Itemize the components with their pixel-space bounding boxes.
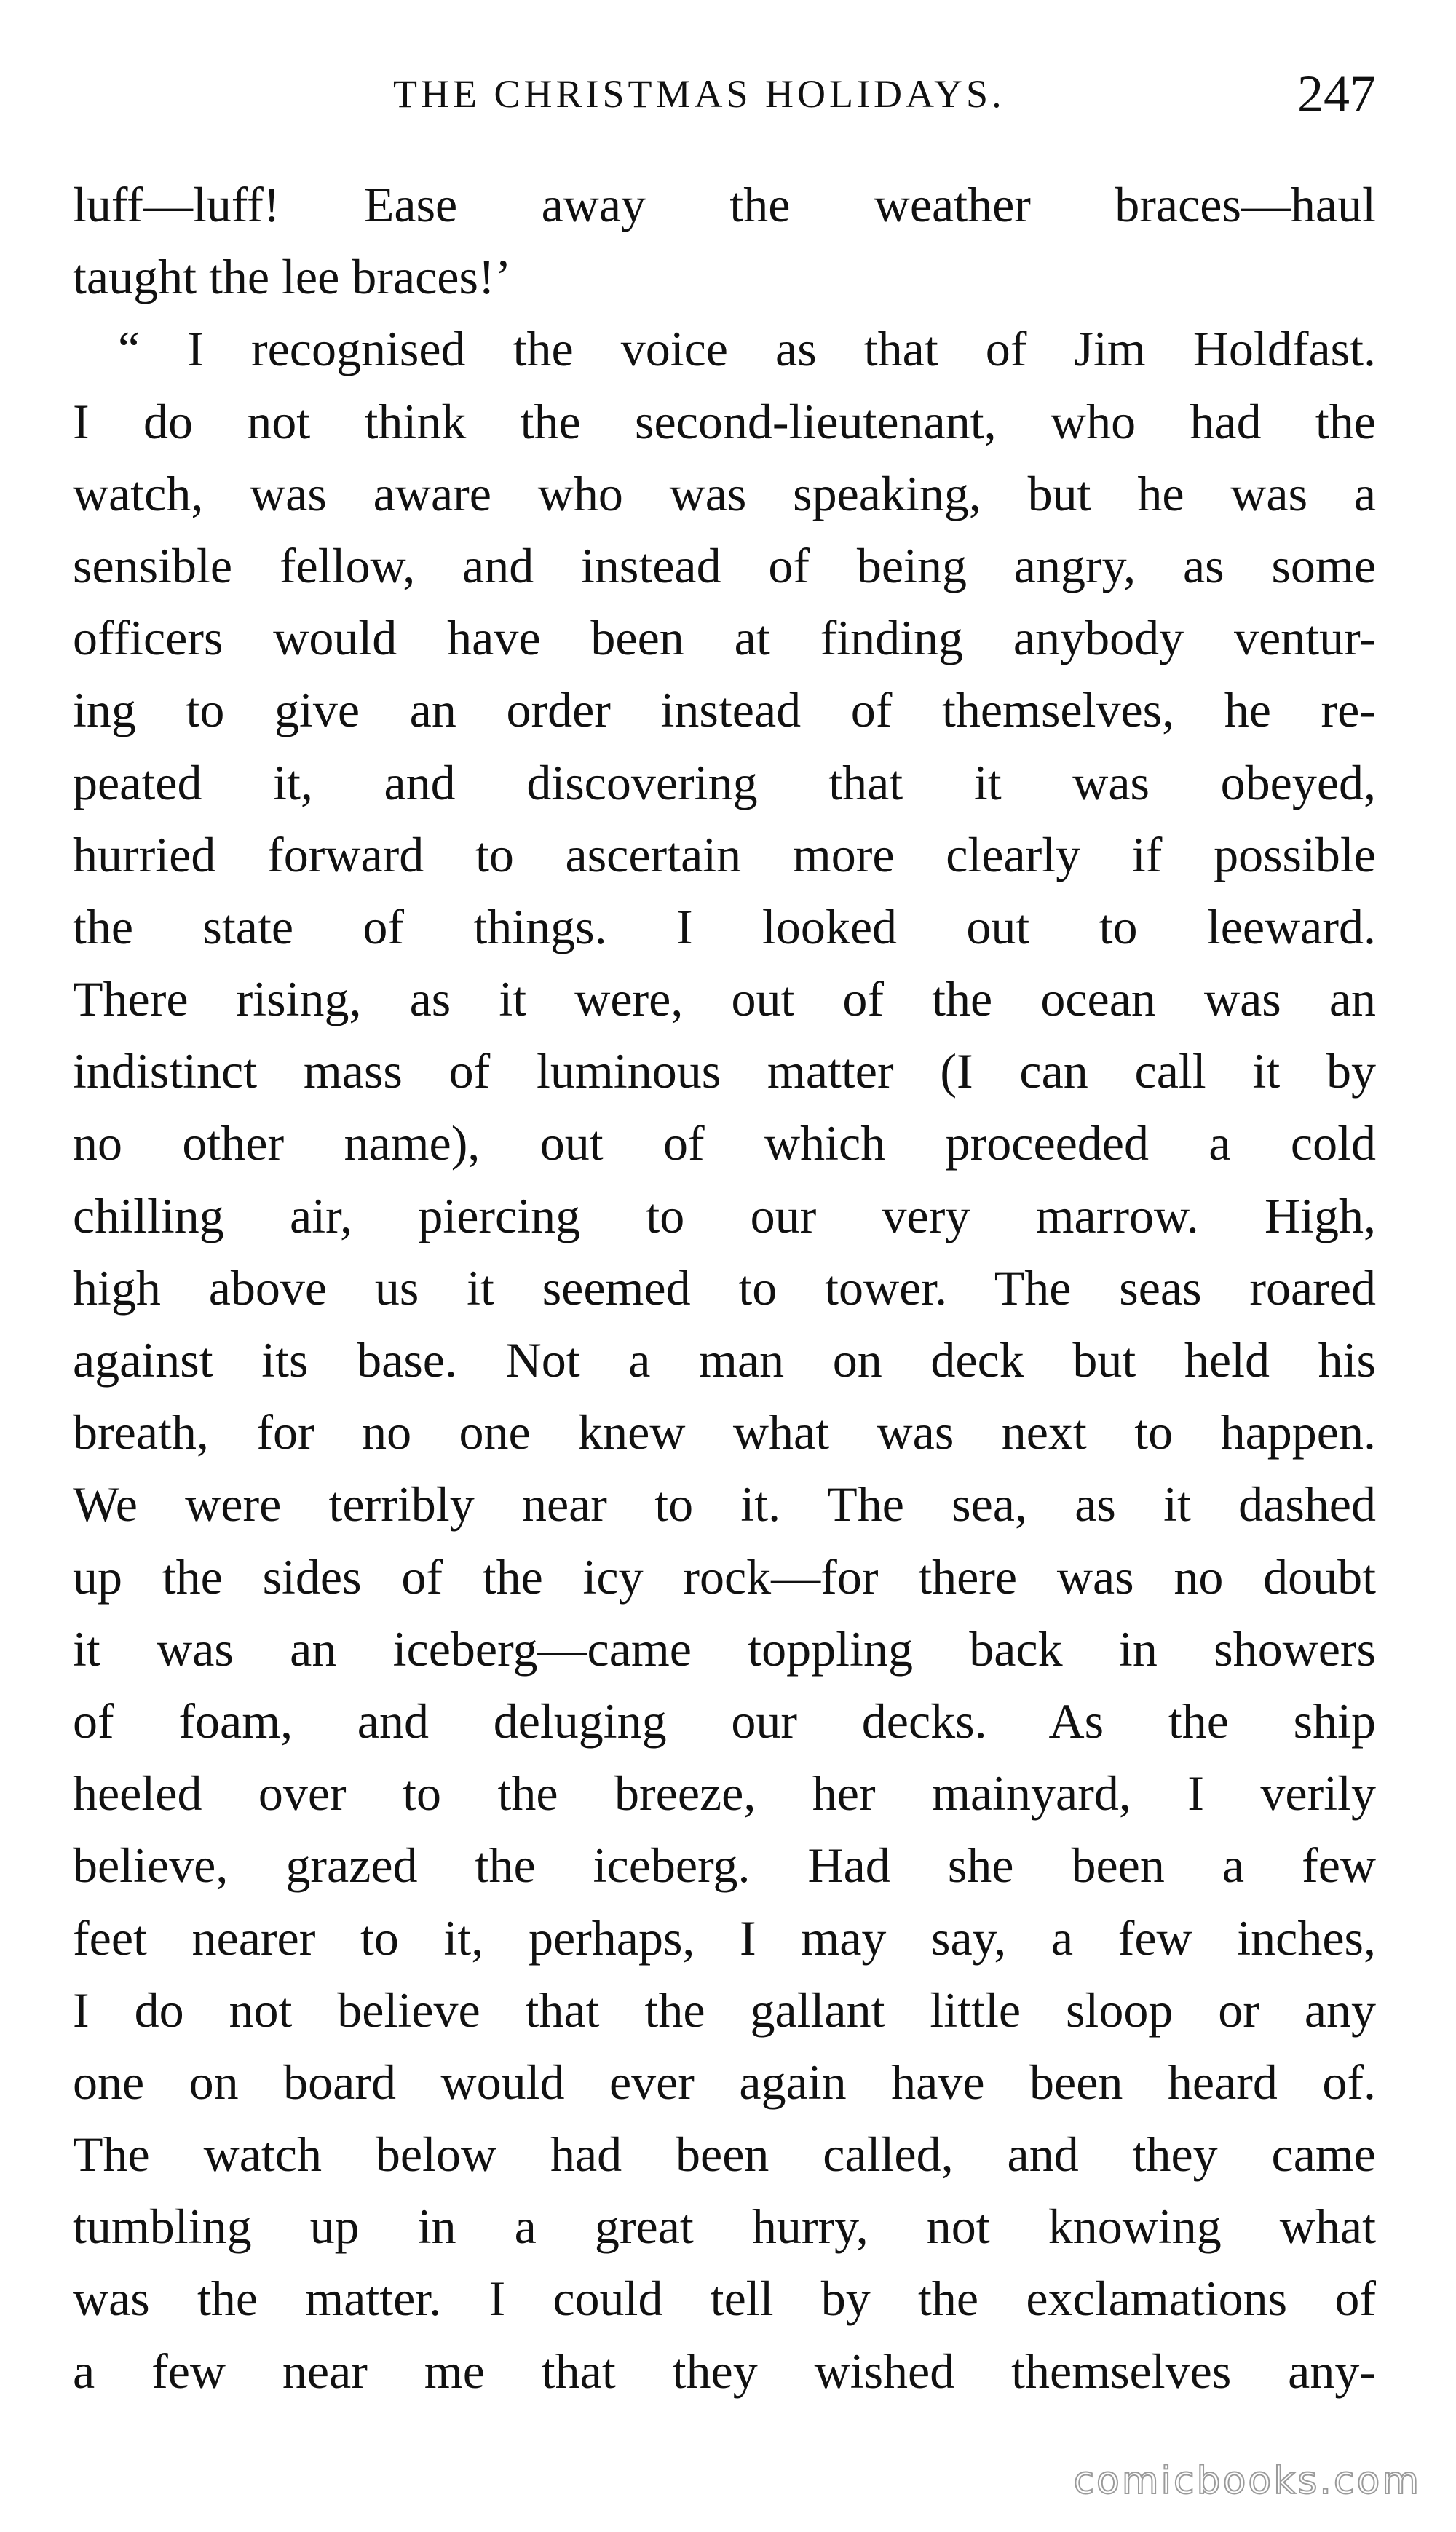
text-line: the state of things. I looked out to leeward. (73, 898, 1376, 954)
text-line: it was an iceberg—came toppling back in showers (73, 1621, 1376, 1677)
text-line: There rising, as it were, out of the ocean was an (73, 971, 1376, 1027)
text-line: up the sides of the icy rock—for there was no doubt (73, 1548, 1376, 1605)
text-line: chilling air, piercing to our very marrow. High, (73, 1187, 1376, 1243)
running-title: THE CHRISTMAS HOLIDAYS. (393, 72, 1005, 116)
text-line: peated it, and discovering that it was obeyed, (73, 754, 1376, 810)
text-line: sensible fellow, and instead of being angry, as some (73, 537, 1376, 593)
text-line: ing to give an order instead of themselves, he re- (73, 682, 1376, 738)
text-line: watch, was aware who was speaking, but he was a (73, 465, 1376, 521)
text-line: tumbling up in a great hurry, not knowing what (73, 2199, 1376, 2255)
text-line: I do not believe that the gallant little sloop or any (73, 1982, 1376, 2038)
text-line: officers would have been at finding anybody ventur- (73, 610, 1376, 666)
text-line: was the matter. I could tell by the exclamations of (73, 2271, 1376, 2327)
text-line: “ I recognised the voice as that of Jim Holdfast. (118, 321, 1376, 377)
text-line: a few near me that they wished themselves any- (73, 2343, 1376, 2399)
text-line: no other name), out of which proceeded a cold (73, 1115, 1376, 1171)
text-line: of foam, and deluging our decks. As the ship (73, 1693, 1376, 1749)
text-line: breath, for no one knew what was next to happen. (73, 1404, 1376, 1460)
page-number: 247 (1297, 65, 1376, 123)
text-line: taught the lee braces!’ (73, 249, 512, 305)
running-head (73, 64, 1376, 130)
text-line: believe, grazed the iceberg. Had she been a few (73, 1837, 1376, 1894)
watermark: comicbooks.com (1073, 2459, 1421, 2503)
text-line: indistinct mass of luminous matter (I can call it by (73, 1043, 1376, 1099)
text-line: one on board would ever again have been heard of. (73, 2054, 1376, 2110)
text-line: We were terribly near to it. The sea, as it dashed (73, 1476, 1376, 1532)
body-text (73, 169, 1376, 2408)
text-line: feet nearer to it, perhaps, I may say, a few inches, (73, 1910, 1376, 1966)
text-line: I do not think the second-lieutenant, who had the (73, 393, 1376, 449)
text-line: hurried forward to ascertain more clearly if possible (73, 826, 1376, 882)
text-line: The watch below had been called, and they came (73, 2127, 1376, 2183)
text-line: heeled over to the breeze, her mainyard, I verily (73, 1765, 1376, 1821)
text-line: luff—luff! Ease away the weather braces—haul (73, 177, 1376, 232)
text-line: against its base. Not a man on deck but held his (73, 1332, 1376, 1388)
text-line: high above us it seemed to tower. The seas roared (73, 1259, 1376, 1316)
